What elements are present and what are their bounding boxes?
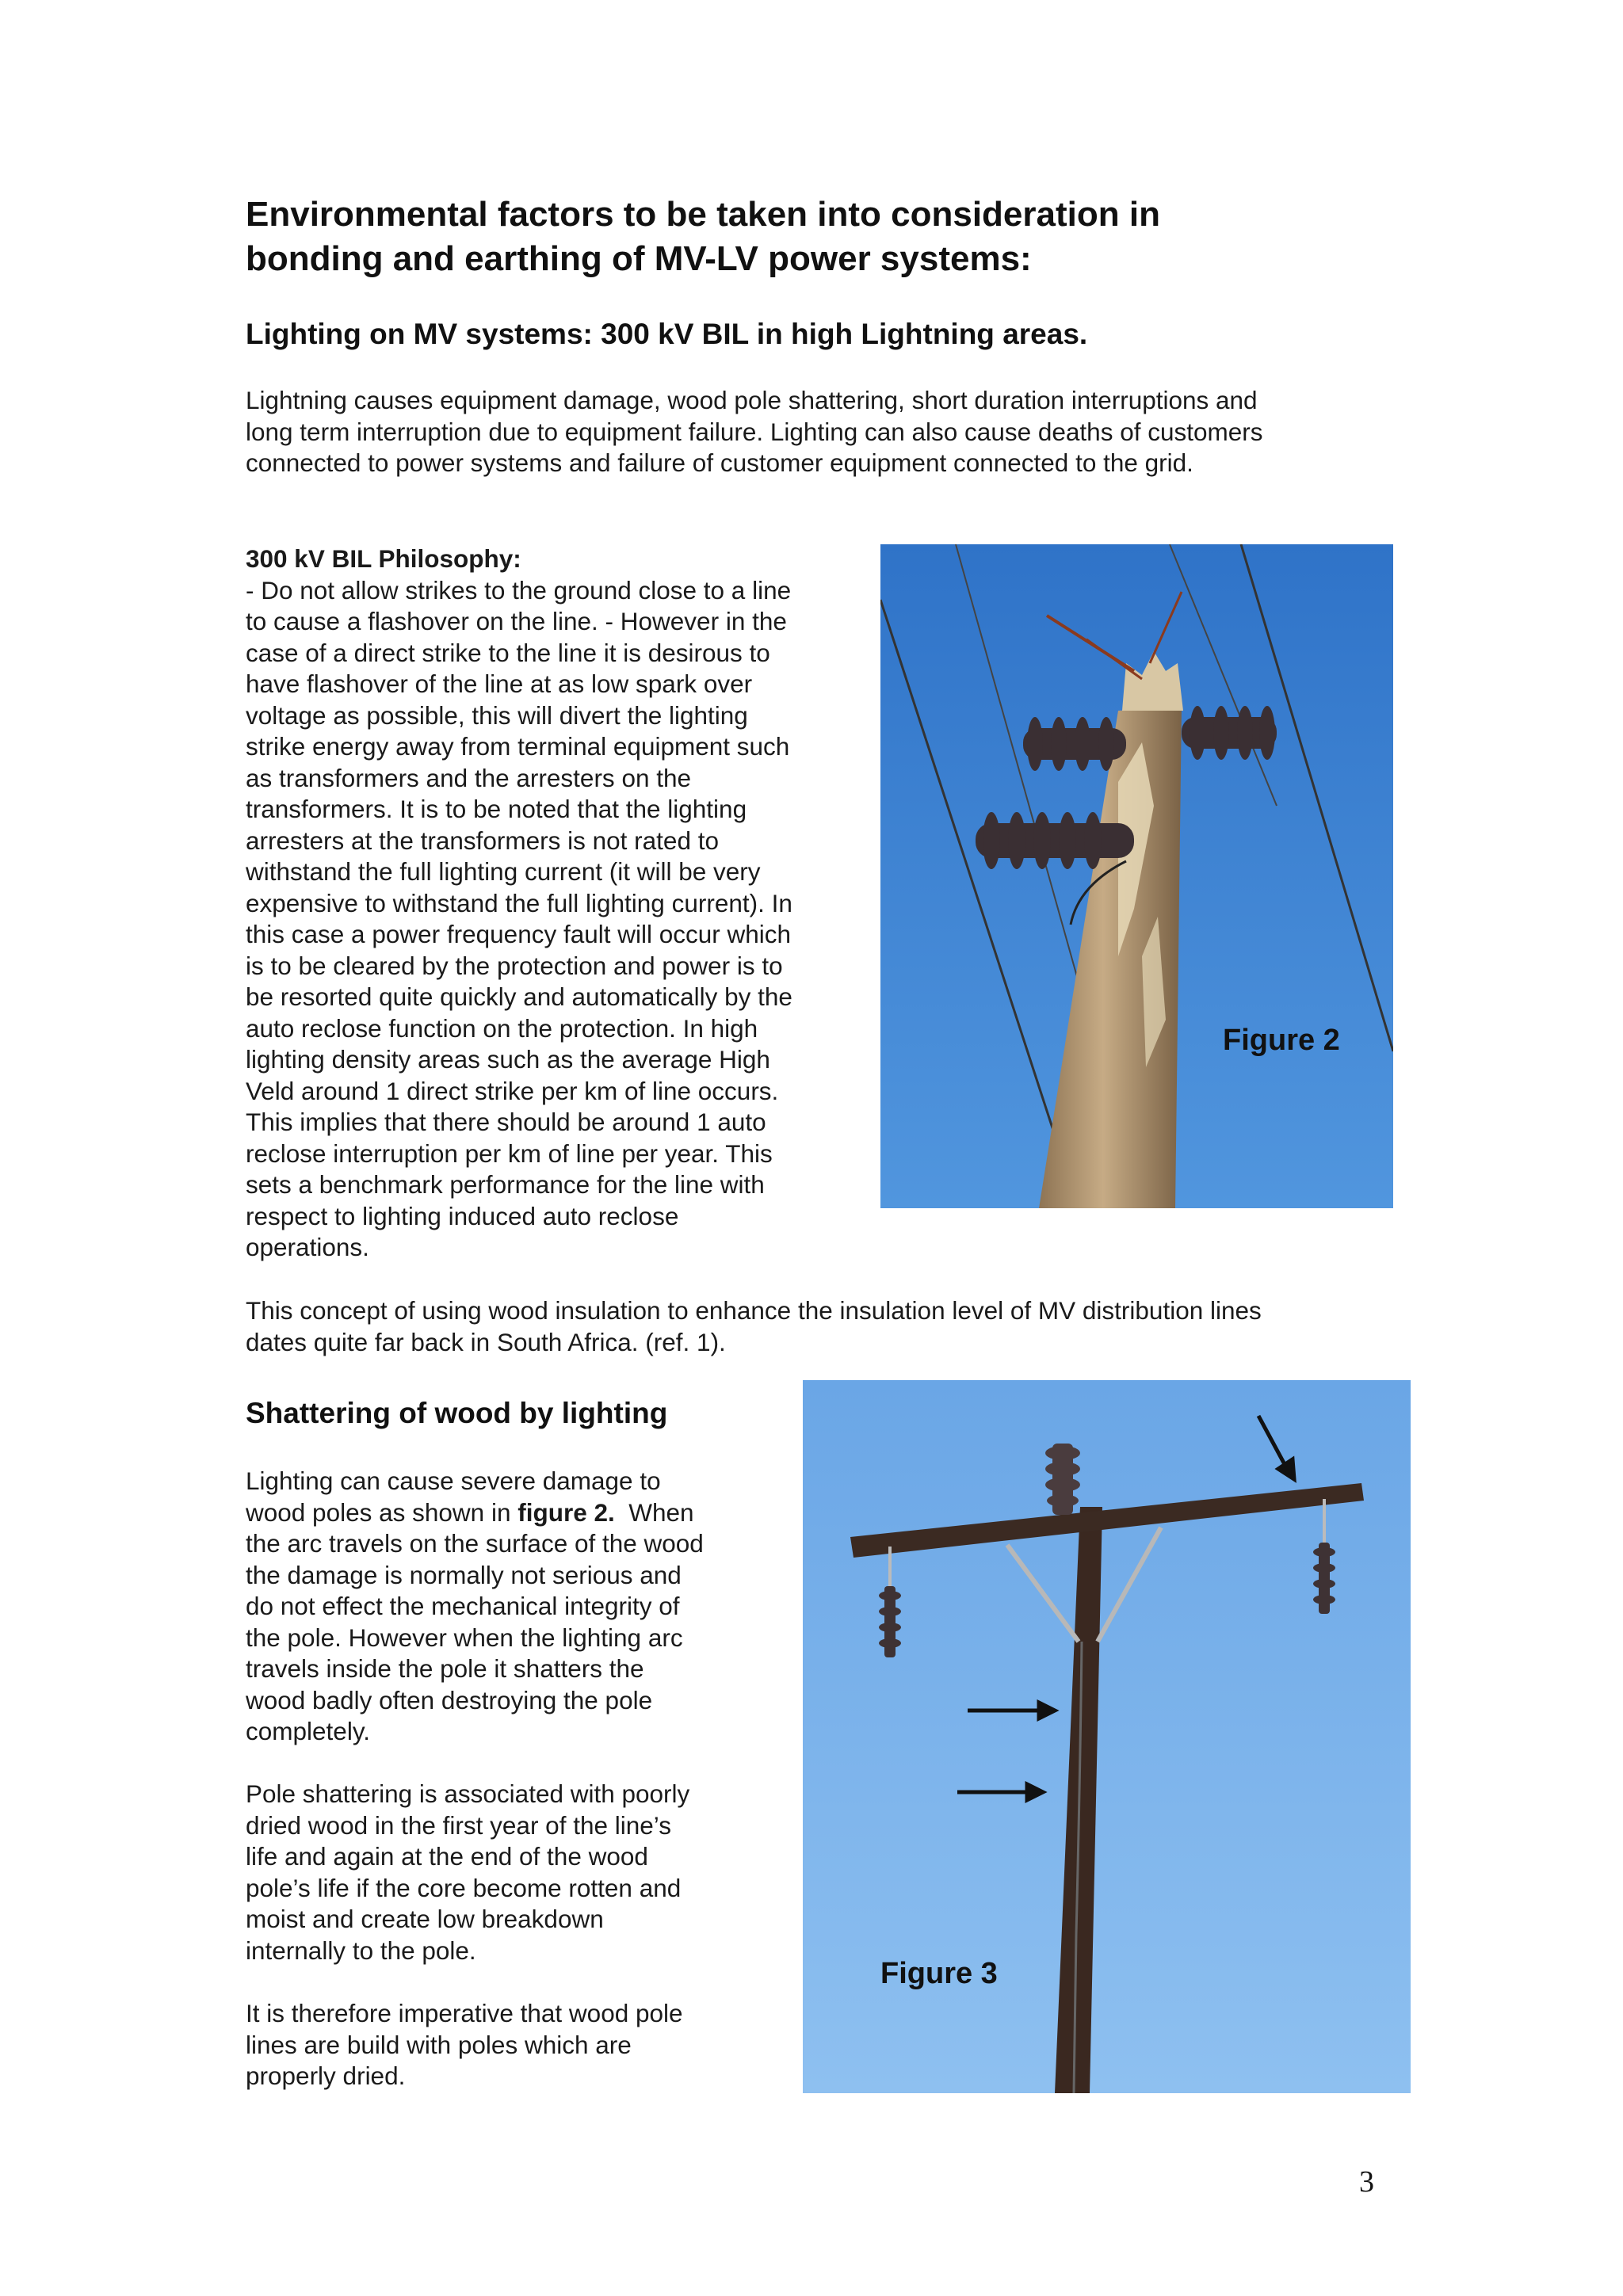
shattering-line: travels inside the pole it shatters the — [246, 1654, 644, 1683]
figure-3-photo — [803, 1380, 1411, 2093]
intro-line: long term interruption due to equipment failure. Lighting can also cause deaths of customers — [246, 417, 1263, 446]
philosophy-line: transformers. It is to be noted that the lighting — [246, 795, 747, 823]
philosophy-line: this case a power frequency fault will occur which — [246, 920, 792, 948]
shattering-line: dried wood in the first year of the line’s — [246, 1810, 671, 1840]
shattering-line: the pole. However when the lighting arc — [246, 1623, 683, 1652]
philosophy-line: have flashover of the line at as low spark over — [246, 669, 753, 698]
philosophy-line: case of a direct strike to the line it is desirous to — [246, 638, 770, 667]
philosophy-line: is to be cleared by the protection and power is to — [246, 951, 783, 980]
page-title — [246, 193, 1434, 281]
shattering-paragraph-2 — [246, 1779, 800, 1966]
philosophy-line: voltage as possible, this will divert the lighting — [246, 700, 748, 730]
philosophy-line: to cause a flashover on the line. - However in the — [246, 607, 787, 635]
philosophy-paragraph — [246, 543, 864, 1264]
philosophy-line: respect to lighting induced auto reclose — [246, 1201, 679, 1230]
shattering-line: lines are build with poles which are — [246, 2030, 632, 2059]
section-heading-lighting: Lighting on MV systems: 300 kV BIL in high Lightning areas. — [246, 318, 1088, 350]
figure-2-photo — [880, 544, 1393, 1208]
shattering-line: do not effect the mechanical integrity of — [246, 1592, 680, 1620]
shattering-line: Lighting can cause severe damage to — [246, 1466, 661, 1495]
shattering-paragraph-1 — [246, 1466, 800, 1748]
intro-line: Lightning causes equipment damage, wood pole shattering, short duration interruptions and — [246, 386, 1258, 414]
concept-paragraph — [246, 1295, 1419, 1358]
damaged-pole-illustration — [880, 544, 1393, 1208]
concept-line: This concept of using wood insulation to enhance the insulation level of MV distribution lines — [246, 1296, 1262, 1325]
shattering-paragraph-3 — [246, 1998, 800, 2092]
section-heading-shattering: Shattering of wood by lighting — [246, 1397, 668, 1429]
shattering-line: Pole shattering is associated with poorly — [246, 1779, 690, 1808]
shattering-line: It is therefore imperative that wood pole — [246, 1999, 683, 2027]
philosophy-line: be resorted quite quickly and automatically by the — [246, 982, 792, 1011]
philosophy-line: lighting density areas such as the average High — [246, 1045, 770, 1074]
page-number: 3 — [1359, 2165, 1374, 2199]
page-title-line1: Environmental factors to be taken into consideration in — [246, 195, 1160, 234]
philosophy-line: operations. — [246, 1233, 369, 1261]
philosophy-line: - Do not allow strikes to the ground close to a line — [246, 575, 792, 605]
shattering-line: the arc travels on the surface of the wood — [246, 1529, 704, 1558]
shattering-line-pre: wood poles as shown in — [246, 1497, 518, 1527]
philosophy-line: auto reclose function on the protection. In high — [246, 1013, 758, 1043]
shattering-line: life and again at the end of the wood — [246, 1842, 648, 1871]
philosophy-line: reclose interruption per km of line per year. This — [246, 1138, 773, 1168]
philosophy-line: Veld around 1 direct strike per km of line occurs. — [246, 1076, 779, 1105]
shattering-line: internally to the pole. — [246, 1936, 476, 1965]
intro-paragraph — [246, 385, 1419, 479]
philosophy-title: 300 kV BIL Philosophy: — [246, 544, 521, 573]
shattering-line: completely. — [246, 1717, 370, 1745]
philosophy-line: This implies that there should be around 1 auto — [246, 1108, 766, 1136]
philosophy-line: expensive to withstand the full lighting current). In — [246, 888, 792, 917]
shattering-line: moist and create low breakdown — [246, 1905, 604, 1933]
figure-2-reference: figure 2. — [517, 1497, 615, 1527]
figure-2-label: Figure 2 — [1223, 1024, 1340, 1057]
philosophy-line: withstand the full lighting current (it will be very — [246, 857, 761, 886]
philosophy-line: arresters at the transformers is not rated to — [246, 826, 719, 855]
philosophy-line: as transformers and the arresters on the — [246, 763, 692, 792]
page-title-line2: bonding and earthing of MV-LV power systems: — [246, 239, 1032, 278]
philosophy-line: sets a benchmark performance for the line with — [246, 1170, 765, 1199]
shattering-line: the damage is normally not serious and — [246, 1560, 682, 1589]
intro-line: connected to power systems and failure of customer equipment connected to the grid. — [246, 448, 1193, 477]
philosophy-line: strike energy away from terminal equipment such — [246, 732, 790, 761]
shattering-line-post: When — [614, 1497, 694, 1527]
shattering-line: pole’s life if the core become rotten and — [246, 1873, 682, 1902]
figure-3-label: Figure 3 — [880, 1957, 998, 1990]
shattering-line: wood badly often destroying the pole — [246, 1685, 653, 1714]
concept-line: dates quite far back in South Africa. (ref. 1). — [246, 1327, 726, 1356]
shattering-line: properly dried. — [246, 2061, 406, 2090]
